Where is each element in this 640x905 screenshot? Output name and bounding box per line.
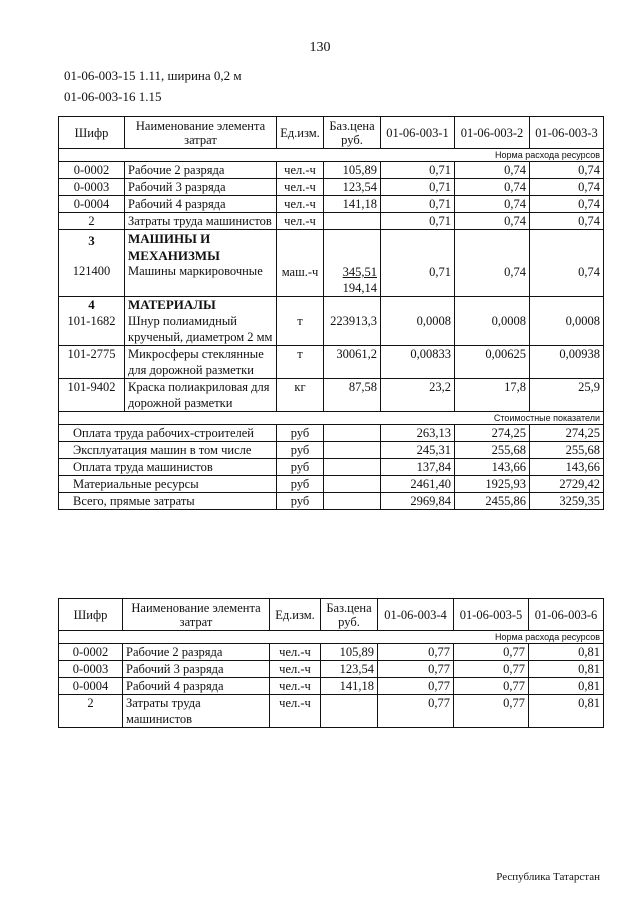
col-header-unit: Ед.изм. [270, 599, 321, 631]
section-label-norm: Норма расхода ресурсов [59, 149, 604, 162]
table-row-machines [59, 230, 604, 297]
total-value: 143,66 [455, 459, 530, 476]
resource-table-1 [58, 116, 604, 510]
total-value: 3259,35 [530, 493, 604, 510]
section-title-machines: МАШИНЫ И МЕХАНИЗМЫ [128, 231, 220, 263]
cell-code: 101-2775 [59, 346, 125, 379]
cell-value: 0,71 [381, 196, 455, 213]
section-row-norm [59, 631, 604, 644]
table-row [59, 346, 604, 379]
cell-value: 25,9 [530, 379, 604, 412]
cell-code: 2 [59, 213, 125, 230]
cell-price: 123,54 [324, 179, 381, 196]
cell-name: Рабочий 3 разряда [125, 179, 277, 196]
cell-price [324, 297, 381, 346]
cell-name: Затраты труда машинистов [123, 695, 270, 728]
cell-price: 105,89 [321, 644, 378, 661]
total-price [324, 493, 381, 510]
header-line-1: 01-06-003-15 1.11, ширина 0,2 м [64, 68, 242, 83]
cell-price: 123,54 [321, 661, 378, 678]
cell-price: 141,18 [321, 678, 378, 695]
cell-code: 2 [59, 695, 123, 728]
total-price [324, 425, 381, 442]
cell-value: 0,77 [454, 695, 529, 728]
cell-code: 0-0002 [59, 644, 123, 661]
total-value: 2969,84 [381, 493, 455, 510]
total-unit: руб [277, 425, 324, 442]
material-value-1: 0,0008 [416, 314, 451, 328]
cell-code [59, 297, 125, 346]
cell-unit [277, 230, 324, 297]
total-value: 274,25 [455, 425, 530, 442]
col-header-c2: 01-06-003-5 [454, 599, 529, 631]
total-value: 274,25 [530, 425, 604, 442]
col-header-c2: 01-06-003-2 [455, 117, 530, 149]
cell-price: 105,89 [324, 162, 381, 179]
col-header-unit: Ед.изм. [277, 117, 324, 149]
cell-unit: чел.-ч [277, 213, 324, 230]
cell-value: 0,00938 [530, 346, 604, 379]
table-row [59, 678, 604, 695]
page-number: 130 [309, 40, 331, 55]
cell-name: Затраты труда машинистов [125, 213, 277, 230]
machine-value-3: 0,74 [578, 265, 600, 279]
cell-value: 0,74 [455, 196, 530, 213]
cell-value: 0,71 [381, 213, 455, 230]
cell-code: 0-0003 [59, 661, 123, 678]
cell-unit [277, 297, 324, 346]
cell-price: 30061,2 [324, 346, 381, 379]
table-row [59, 196, 604, 213]
table-row [59, 179, 604, 196]
cell-unit: чел.-ч [270, 678, 321, 695]
total-label: Всего, прямые затраты [59, 493, 277, 510]
section-title-materials: МАТЕРИАЛЫ [128, 297, 216, 312]
col-header-price: Баз.цена руб. [321, 599, 378, 631]
totals-row [59, 476, 604, 493]
total-label: Материальные ресурсы [59, 476, 277, 493]
resource-table-2 [58, 598, 604, 728]
machine-name: Машины маркировочные [128, 264, 263, 278]
total-price [324, 476, 381, 493]
col-header-c3: 01-06-003-6 [529, 599, 604, 631]
cell-value: 0,71 [381, 179, 455, 196]
cell-name [125, 297, 277, 346]
cell-code [59, 230, 125, 297]
table-row-materials [59, 297, 604, 346]
total-label: Оплата труда машинистов [59, 459, 277, 476]
material-name: Шнур полиамидный крученый, диаметром 2 мм [128, 314, 273, 344]
total-unit: руб [277, 493, 324, 510]
cell-value: 0,74 [530, 162, 604, 179]
cell-value: 0,00833 [381, 346, 455, 379]
cell-name: Микросферы стеклянные для дорожной разметки [125, 346, 277, 379]
cell-name: Рабочий 4 разряда [123, 678, 270, 695]
col-header-code: Шифр [59, 117, 125, 149]
cell-code: 101-9402 [59, 379, 125, 412]
total-label: Оплата труда рабочих-строителей [59, 425, 277, 442]
cell-code: 0-0003 [59, 179, 125, 196]
section-code-materials: 4 [88, 297, 95, 312]
col-header-c1: 01-06-003-4 [378, 599, 454, 631]
total-value: 263,13 [381, 425, 455, 442]
cell-value [455, 230, 530, 297]
total-value: 143,66 [530, 459, 604, 476]
col-header-c1: 01-06-003-1 [381, 117, 455, 149]
cell-value: 0,77 [454, 644, 529, 661]
cell-value [530, 297, 604, 346]
col-header-price: Баз.цена руб. [324, 117, 381, 149]
cell-name [125, 230, 277, 297]
footer-region: Республика Татарстан [496, 871, 600, 883]
cell-unit: чел.-ч [270, 644, 321, 661]
total-value: 1925,93 [455, 476, 530, 493]
totals-row [59, 442, 604, 459]
material-unit: т [297, 314, 303, 328]
material-price: 223913,3 [330, 314, 377, 328]
section-label-norm: Норма расхода ресурсов [59, 631, 604, 644]
cell-name: Рабочий 4 разряда [125, 196, 277, 213]
table-row [59, 379, 604, 412]
cell-value: 0,74 [455, 213, 530, 230]
section-row-cost [59, 412, 604, 425]
total-unit: руб [277, 442, 324, 459]
cell-value: 0,81 [529, 678, 604, 695]
cell-value: 0,74 [530, 196, 604, 213]
cell-price [321, 695, 378, 728]
cell-price: 141,18 [324, 196, 381, 213]
cell-unit: чел.-ч [277, 162, 324, 179]
total-value: 245,31 [381, 442, 455, 459]
table-row [59, 162, 604, 179]
machine-code: 121400 [72, 264, 111, 278]
table-row-labor [59, 213, 604, 230]
cell-price [324, 213, 381, 230]
total-unit: руб [277, 459, 324, 476]
cell-value [455, 297, 530, 346]
cell-value: 0,77 [378, 644, 454, 661]
cell-value: 0,77 [378, 695, 454, 728]
table-row [59, 661, 604, 678]
total-price [324, 442, 381, 459]
total-label: Эксплуатация машин в том числе [59, 442, 277, 459]
total-unit: руб [277, 476, 324, 493]
col-header-code: Шифр [59, 599, 123, 631]
cell-price: 87,58 [324, 379, 381, 412]
cell-value: 0,74 [530, 213, 604, 230]
machine-unit: маш.-ч [281, 265, 319, 279]
totals-row [59, 493, 604, 510]
cell-name: Краска полиакриловая для дорожной разметки [125, 379, 277, 412]
table-row [59, 644, 604, 661]
material-code: 101-1682 [67, 314, 116, 328]
cell-value: 17,8 [455, 379, 530, 412]
cell-value: 0,71 [381, 162, 455, 179]
cell-unit: чел.-ч [277, 196, 324, 213]
cell-value: 0,77 [454, 678, 529, 695]
cell-value [381, 230, 455, 297]
total-value: 2461,40 [381, 476, 455, 493]
section-row-norm [59, 149, 604, 162]
cell-name: Рабочие 2 разряда [123, 644, 270, 661]
cell-value: 0,74 [455, 179, 530, 196]
col-header-name: Наименование элемента затрат [123, 599, 270, 631]
cell-value: 0,74 [455, 162, 530, 179]
cell-unit: чел.-ч [270, 695, 321, 728]
total-value: 255,68 [455, 442, 530, 459]
total-value: 2729,42 [530, 476, 604, 493]
cell-value: 0,74 [530, 179, 604, 196]
header-line-2: 01-06-003-16 1.15 [64, 89, 162, 104]
cell-unit: кг [277, 379, 324, 412]
machine-price: 345,51 [342, 265, 377, 279]
cell-value: 0,81 [529, 644, 604, 661]
cell-unit: т [277, 346, 324, 379]
totals-row [59, 459, 604, 476]
cell-value [381, 297, 455, 346]
totals-row [59, 425, 604, 442]
machine-value-2: 0,74 [504, 265, 526, 279]
col-header-name: Наименование элемента затрат [125, 117, 277, 149]
cell-unit: чел.-ч [270, 661, 321, 678]
cell-price [324, 230, 381, 297]
cell-value: 0,77 [378, 661, 454, 678]
table-header-row [59, 599, 604, 631]
table-header-row [59, 117, 604, 149]
cell-name: Рабочие 2 разряда [125, 162, 277, 179]
cell-code: 0-0002 [59, 162, 125, 179]
cell-value: 0,81 [529, 695, 604, 728]
cell-name: Рабочий 3 разряда [123, 661, 270, 678]
table-row-labor [59, 695, 604, 728]
cell-unit: чел.-ч [277, 179, 324, 196]
machine-price-secondary: 194,14 [342, 281, 377, 295]
cell-value [530, 230, 604, 297]
cell-value: 23,2 [381, 379, 455, 412]
cell-code: 0-0004 [59, 678, 123, 695]
cell-value: 0,77 [378, 678, 454, 695]
cell-value: 0,81 [529, 661, 604, 678]
total-value: 2455,86 [455, 493, 530, 510]
total-price [324, 459, 381, 476]
total-value: 255,68 [530, 442, 604, 459]
section-code-machines: 3 [88, 233, 95, 248]
cell-value: 0,77 [454, 661, 529, 678]
cell-code: 0-0004 [59, 196, 125, 213]
col-header-c3: 01-06-003-3 [530, 117, 604, 149]
section-label-cost: Стоимостные показатели [59, 412, 604, 425]
cell-value: 0,00625 [455, 346, 530, 379]
total-value: 137,84 [381, 459, 455, 476]
material-value-2: 0,0008 [491, 314, 526, 328]
material-value-3: 0,0008 [565, 314, 600, 328]
machine-value-1: 0,71 [429, 265, 451, 279]
